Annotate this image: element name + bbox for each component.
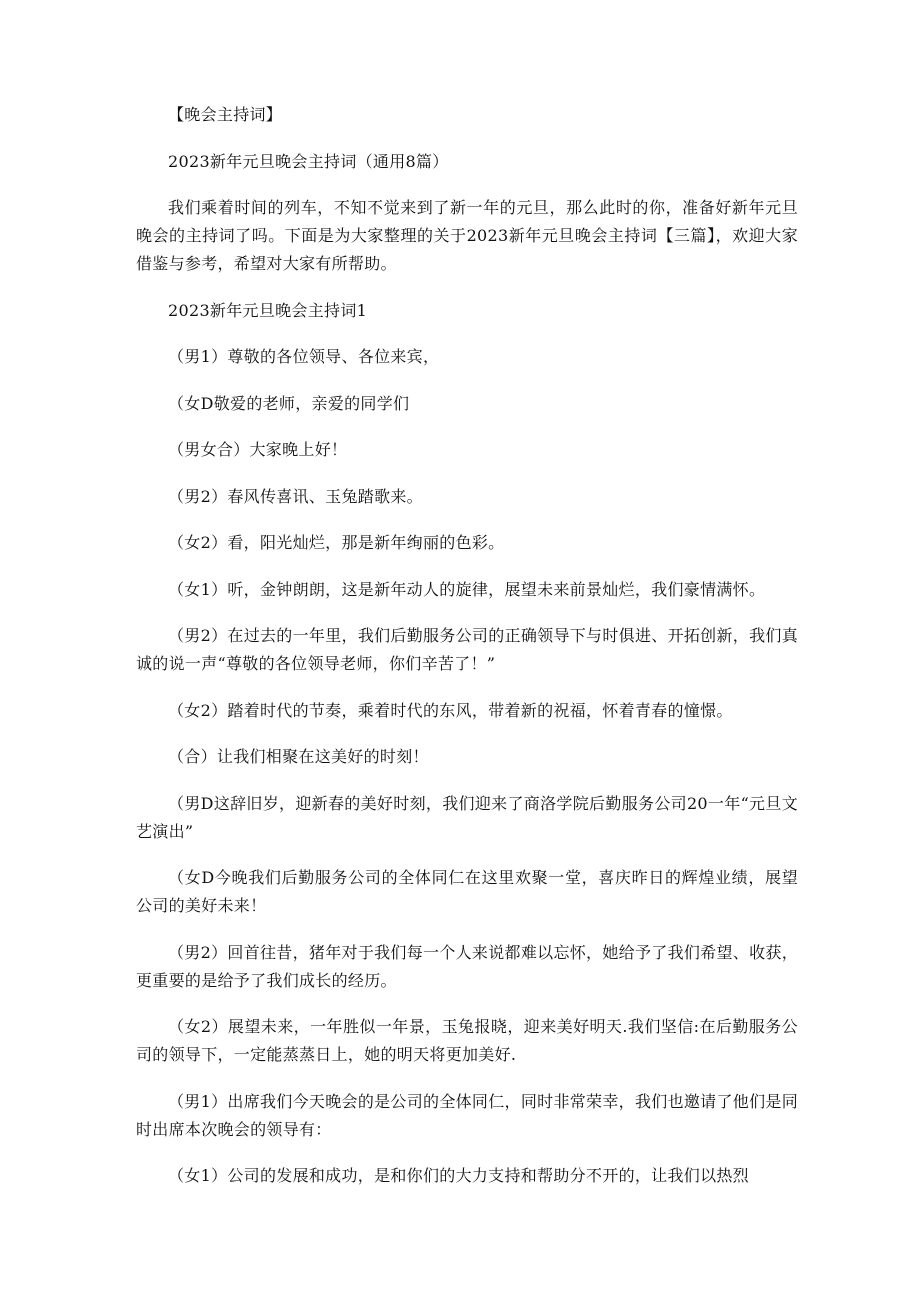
- script-line: （男D这辞旧岁，迎新春的美好时刻，我们迎来了商洛学院后勤服务公司20一年“元旦文艺演出”: [136, 793, 798, 841]
- script-line: （女2）看，阳光灿烂，那是新年绚丽的色彩。: [168, 533, 505, 552]
- script-line: （女D今晚我们后勤服务公司的全体同仁在这里欢聚一堂，喜庆昨日的辉煌业绩，展望公司的美好未来！: [136, 868, 798, 915]
- script-line: （男2）在过去的一年里，我们后勤服务公司的正确领导下与时俱进、开拓创新，我们真诚的说一声“尊敬的各位领导老师，你们辛苦了！”: [136, 626, 798, 673]
- script-line: （男女合）大家晚上好！: [168, 440, 348, 459]
- script-line: （女D敬爱的老师，亲爱的同学们: [168, 393, 410, 413]
- script-line: （男1）出席我们今天晚会的是公司的全体同仁，同时非常荣幸，我们也邀请了他们是同时出席本次晚会的领导有：: [136, 1091, 798, 1139]
- script-line: （合）让我们相聚在这美好的时刻！: [168, 747, 429, 766]
- script-line: （男2）春风传喜讯、玉兔踏歌来。: [168, 486, 423, 506]
- script-line: （女2）展望未来，一年胜似一年景，玉兔报晓，迎来美好明天.我们坚信:在后勤服务公司的领导下，一定能蒸蒸日上，她的明天将更加美好.: [136, 1017, 798, 1064]
- document-body: [136, 101, 798, 1209]
- header-label: 【晚会主持词】: [168, 105, 283, 124]
- script-line: （女2）踏着时代的节奏，乘着时代的东风，带着新的祝福，怀着青春的憧憬。: [168, 700, 733, 720]
- script-line: （男2）回首往昔，猪年对于我们每一个人来说都难以忘怀，她给予了我们希望、收获，更重要的是给予了我们成长的经历。: [136, 942, 798, 990]
- document-title: 2023新年元旦晚会主持词（通用8篇）: [168, 151, 449, 171]
- section-title: 2023新年元旦晚会主持词1: [168, 300, 368, 320]
- script-line: （女1）听，金钟朗朗，这是新年动人的旋律，展望未来前景灿烂，我们豪情满怀。: [168, 579, 766, 599]
- script-line: （男1）尊敬的各位领导、各位来宾，: [168, 347, 440, 366]
- intro-paragraph: 我们乘着时间的列车，不知不觉来到了新一年的元旦，那么此时的你，准备好新年元旦晚会的主持词了吗。下面是为大家整理的关于2023新年元旦晚会主持词【三篇】，欢迎大家借鉴与参考，希望对大家有所帮助。: [136, 198, 798, 273]
- script-line: （女1）公司的发展和成功，是和你们的大力支持和帮助分不开的，让我们以热烈: [168, 1166, 749, 1185]
